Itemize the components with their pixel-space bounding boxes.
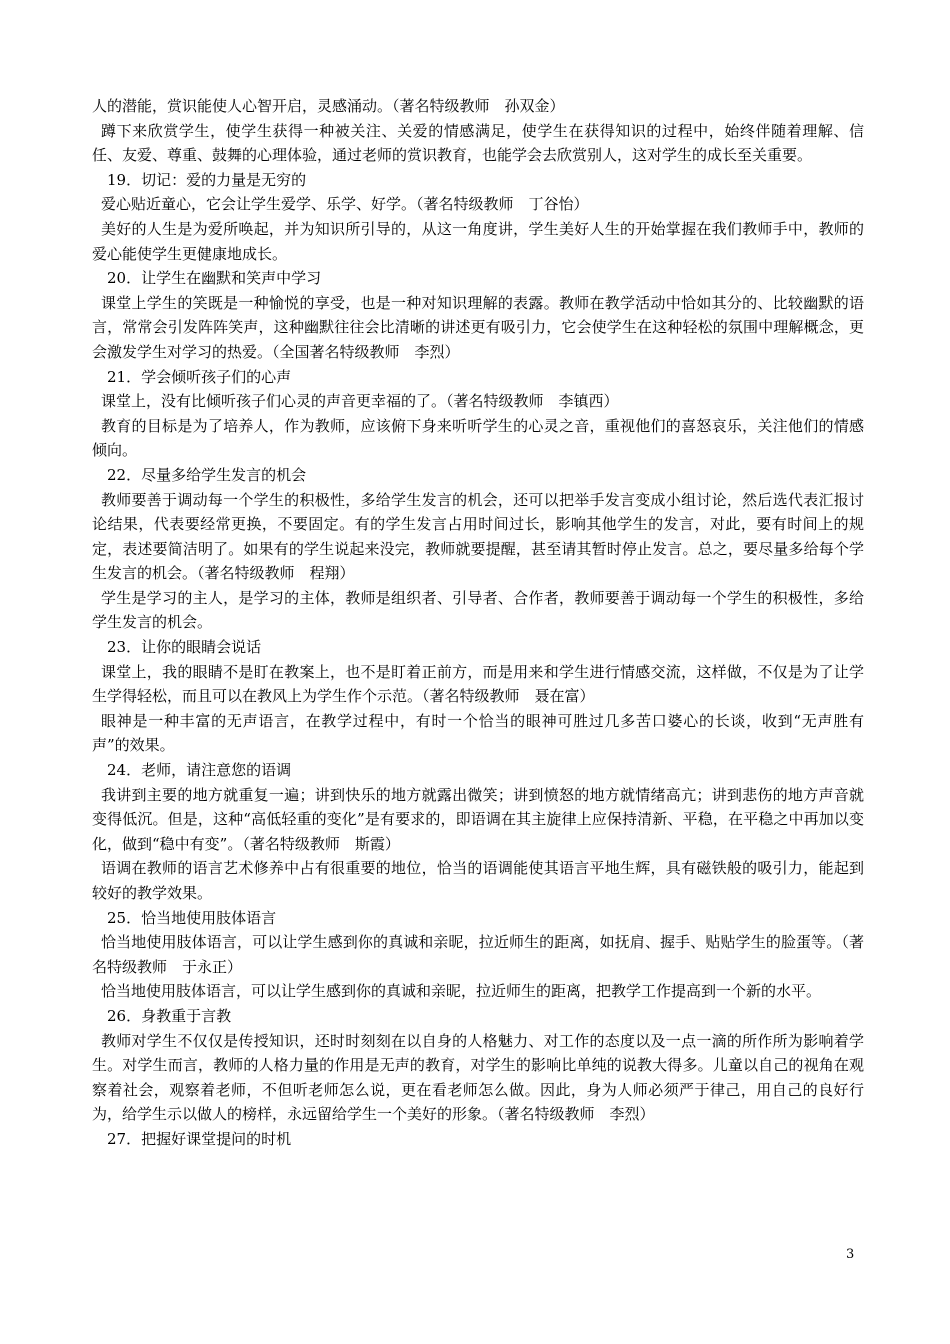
- section-heading: 19．切记：爱的力量是无穷的: [107, 170, 307, 189]
- section-heading: 23．让你的眼睛会说话: [107, 638, 262, 657]
- section-heading: 25．恰当地使用肢体语言: [107, 908, 277, 927]
- section-heading: 27．把握好课堂提问的时机: [107, 1129, 292, 1148]
- body-paragraph: 课堂上学生的笑既是一种愉悦的享受，也是一种对知识理解的表露。教师在教学活动中恰如其分的、比较幽默的语言，常常会引发阵阵笑声，这种幽默往往会比清晰的讲述更有吸引力，它会使学生在这种轻松的氛围中理解概念，更会激发学生对学习的热爱。（全国著名特级教师 李烈）: [92, 293, 864, 361]
- body-paragraph: 教师要善于调动每一个学生的积极性，多给学生发言的机会，还可以把举手发言变成小组讨论，然后选代表汇报讨论结果，代表要经常更换，不要固定。有的学生发言占用时间过长，影响其他学生的发言，对此，要有时间上的规定，表述要简洁明了。如果有的学生说起来没完，教师就要提醒，甚至请其暂时停止发言。总之，要尽量多给每个学生发言的机会。（著名特级教师 程翔）: [92, 490, 864, 583]
- section-heading: 24．老师，请注意您的语调: [107, 761, 292, 780]
- body-paragraph: 教育的目标是为了培养人，作为教师，应该俯下身来听听学生的心灵之音，重视他们的喜怒哀乐，关注他们的情感倾向。: [92, 416, 864, 460]
- body-paragraph: 课堂上，我的眼睛不是盯在教案上，也不是盯着正前方，而是用来和学生进行情感交流，这样做，不仅是为了让学生学得轻松，而且可以在教风上为学生作个示范。（著名特级教师 聂在富）: [92, 662, 864, 706]
- section-heading: 22．尽量多给学生发言的机会: [107, 465, 307, 484]
- body-paragraph: 恰当地使用肢体语言，可以让学生感到你的真诚和亲昵，拉近师生的距离，如抚肩、握手、贴贴学生的脸蛋等。（著名特级教师 于永正）: [92, 933, 864, 976]
- paragraph-continuation: 人的潜能，赏识能使人心智开启，灵感涌动。（著名特级教师 孙双金）: [92, 97, 565, 115]
- section-heading: 21．学会倾听孩子们的心声: [107, 367, 292, 386]
- body-paragraph: 蹲下来欣赏学生，使学生获得一种被关注、关爱的情感满足，使学生在获得知识的过程中，始终伴随着理解、信任、友爱、尊重、鼓舞的心理体验，通过老师的赏识教育，也能学会去欣赏别人，这对学生的成长至关重要。: [92, 121, 864, 165]
- body-paragraph: 恰当地使用肢体语言，可以让学生感到你的真诚和亲昵，拉近师生的距离，把教学工作提高到一个新的水平。: [101, 982, 822, 1001]
- body-paragraph: 美好的人生是为爱所唤起，并为知识所引导的，从这一角度讲，学生美好人生的开始掌握在我们教师手中，教师的爱心能使学生更健康地成长。: [92, 219, 864, 263]
- body-paragraph: 语调在教师的语言艺术修养中占有很重要的地位，恰当的语调能使其语言平地生辉，具有磁铁般的吸引力，能起到较好的教学效果。: [92, 859, 864, 902]
- section-heading: 20．让学生在幽默和笑声中学习: [107, 269, 322, 288]
- body-paragraph: 教师对学生不仅仅是传授知识，还时时刻刻在以自身的人格魅力、对工作的态度以及一点一滴的所作所为影响着学生。对学生而言，教师的人格力量的作用是无声的教育，对学生的影响比单纯的说教大得多。儿童以自己的视角在观察着社会，观察着老师，不但听老师怎么说，更在看老师怎么做。因此，身为人师必须严于律己，用自己的良好行为，给学生示以做人的榜样，永远留给学生一个美好的形象。（著名特级教师 李烈）: [92, 1031, 864, 1124]
- body-paragraph: 课堂上，没有比倾听孩子们心灵的声音更幸福的了。（著名特级教师 李镇西）: [101, 392, 619, 411]
- section-heading: 26．身教重于言教: [107, 1006, 232, 1025]
- body-paragraph: 学生是学习的主人，是学习的主体，教师是组织者、引导者、合作者，教师要善于调动每一个学生的积极性，多给学生发言的机会。: [92, 588, 864, 632]
- page-number: 3: [846, 1247, 855, 1262]
- body-paragraph: 爱心贴近童心，它会让学生爱学、乐学、好学。（著名特级教师 丁谷怡）: [101, 195, 589, 214]
- body-paragraph: 我讲到主要的地方就重复一遍；讲到快乐的地方就露出微笑；讲到愤怒的地方就情绪高亢；讲到悲伤的地方声音就变得低沉。但是，这种“高低轻重的变化”是有要求的，即语调在其主旋律上应保持清新、平稳，在平稳之中再加以变化，做到“稳中有变”。（著名特级教师 斯霞）: [92, 785, 864, 853]
- page-content: [92, 94, 864, 1152]
- body-paragraph: 眼神是一种丰富的无声语言，在教学过程中，有时一个恰当的眼神可胜过几多苦口婆心的长谈，收到“无声胜有声”的效果。: [92, 711, 864, 755]
